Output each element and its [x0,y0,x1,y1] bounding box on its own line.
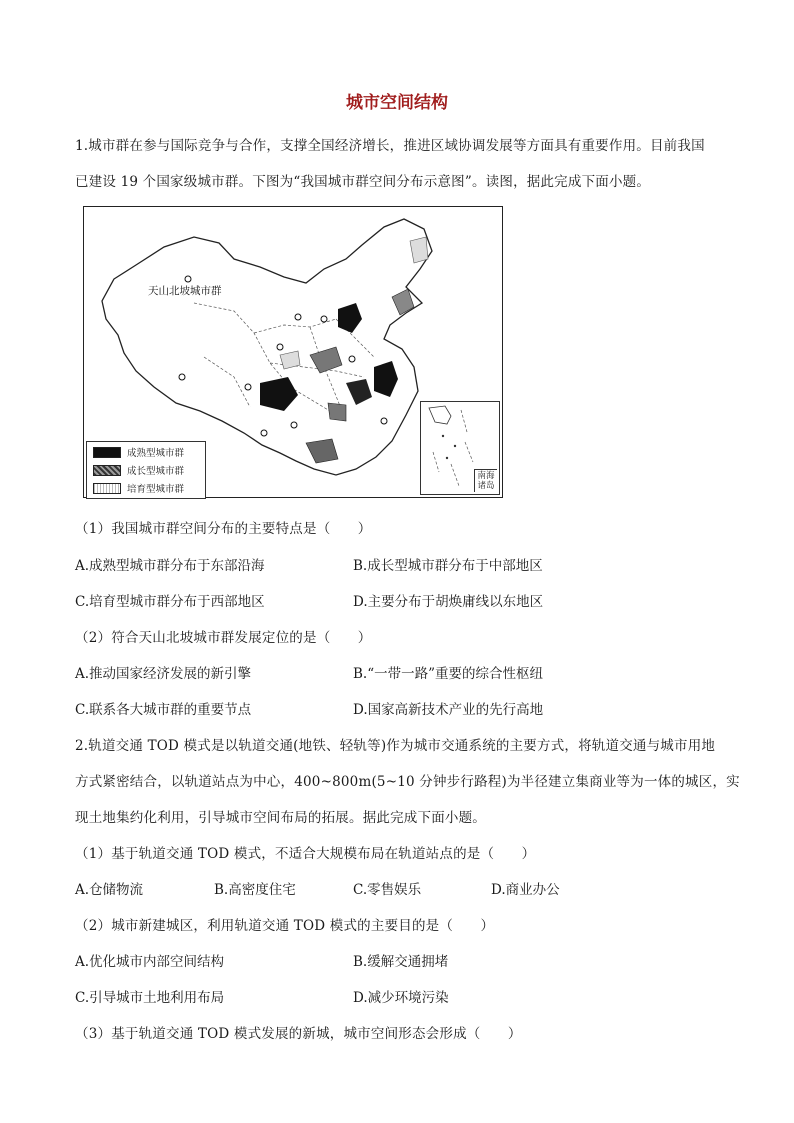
page-title: 城市空间结构 [346,93,448,113]
legend-swatch-growing [93,465,121,476]
legend-swatch-mature [93,447,121,458]
legend-swatch-developing [93,483,121,494]
q2-sub1-option-c: C.零售娱乐 [353,882,422,898]
q2-stem-line3: 现土地集约化利用，引导城市空间布局的拓展。据此完成下面小题。 [75,810,486,826]
china-outline [102,219,432,475]
city-dot [349,356,355,362]
legend-label-mature: 成熟型城市群 [127,448,185,459]
q2-sub3-stem: （3）基于轨道交通 TOD 模式发展的新城，城市空间形态会形成（ ） [75,1026,522,1042]
city-dot [277,344,283,350]
legend-mature [93,446,184,458]
city-dot [261,430,267,436]
q2-sub2-option-b: B.缓解交通拥堵 [353,954,449,970]
q2-sub1-option-d: D.商业办公 [491,882,560,898]
q1-stem-line1: 1.城市群在参与国际竞争与合作，支撑全国经济增长，推进区域协调发展等方面具有重要作用。目前我国 [75,138,705,154]
q1-sub2-option-c: C.联系各大城市群的重要节点 [75,702,252,718]
q2-stem-line2: 方式紧密结合，以轨道站点为中心，400~800m(5~10 分钟步行路程)为半径建立集商业等为一体的城区，实 [75,774,740,790]
inset-label: 南海诸岛 [474,469,497,492]
q1-sub2-option-a: A.推动国家经济发展的新引擎 [75,666,252,682]
label-tianshan: 天山北坡城市群 [148,285,222,297]
q2-sub2-option-a: A.优化城市内部空间结构 [75,954,225,970]
south-china-sea-inset [420,401,500,495]
china-city-cluster-map [83,206,503,498]
q1-stem-line2: 已建设 19 个国家级城市群。下图为“我国城市群空间分布示意图”。读图，据此完成下面小题。 [75,174,651,190]
q1-sub2-option-d: D.国家高新技术产业的先行高地 [353,702,544,718]
city-dot [179,374,185,380]
legend-label-growing: 成长型城市群 [127,466,185,477]
q1-sub1-option-a: A.成熟型城市群分布于东部沿海 [75,558,265,574]
q2-stem-line1: 2.轨道交通 TOD 模式是以轨道交通(地铁、轻轨等)作为城市交通系统的主要方式，将轨道交通与城市用地 [75,738,716,754]
legend-label-developing: 培育型城市群 [127,484,185,495]
city-dot [295,314,301,320]
city-dot [185,276,191,282]
q2-sub1-option-a: A.仓储物流 [75,882,144,898]
map-legend [86,441,206,499]
city-dot [245,384,251,390]
legend-growing [93,464,184,476]
q1-sub1-option-d: D.主要分布于胡焕庸线以东地区 [353,594,544,610]
q1-sub2-stem: （2）符合天山北坡城市群发展定位的是（ ） [75,630,372,646]
q1-sub1-stem: （1）我国城市群空间分布的主要特点是（ ） [75,521,372,537]
city-dot [291,422,297,428]
legend-developing [93,482,184,494]
q2-sub2-stem: （2）城市新建城区，利用轨道交通 TOD 模式的主要目的是（ ） [75,918,495,934]
q1-sub2-option-b: B.“一带一路”重要的综合性枢纽 [353,666,544,682]
q2-sub2-option-c: C.引导城市土地利用布局 [75,990,225,1006]
growing-cluster-2 [328,403,346,421]
city-dot [381,418,387,424]
q1-sub1-option-b: B.成长型城市群分布于中部地区 [353,558,543,574]
q2-sub1-stem: （1）基于轨道交通 TOD 模式，不适合大规模布局在轨道站点的是（ ） [75,846,536,862]
q2-sub1-option-b: B.高密度住宅 [214,882,296,898]
q1-sub1-option-c: C.培育型城市群分布于西部地区 [75,594,265,610]
city-dot [321,316,327,322]
q2-sub2-option-d: D.减少环境污染 [353,990,449,1006]
